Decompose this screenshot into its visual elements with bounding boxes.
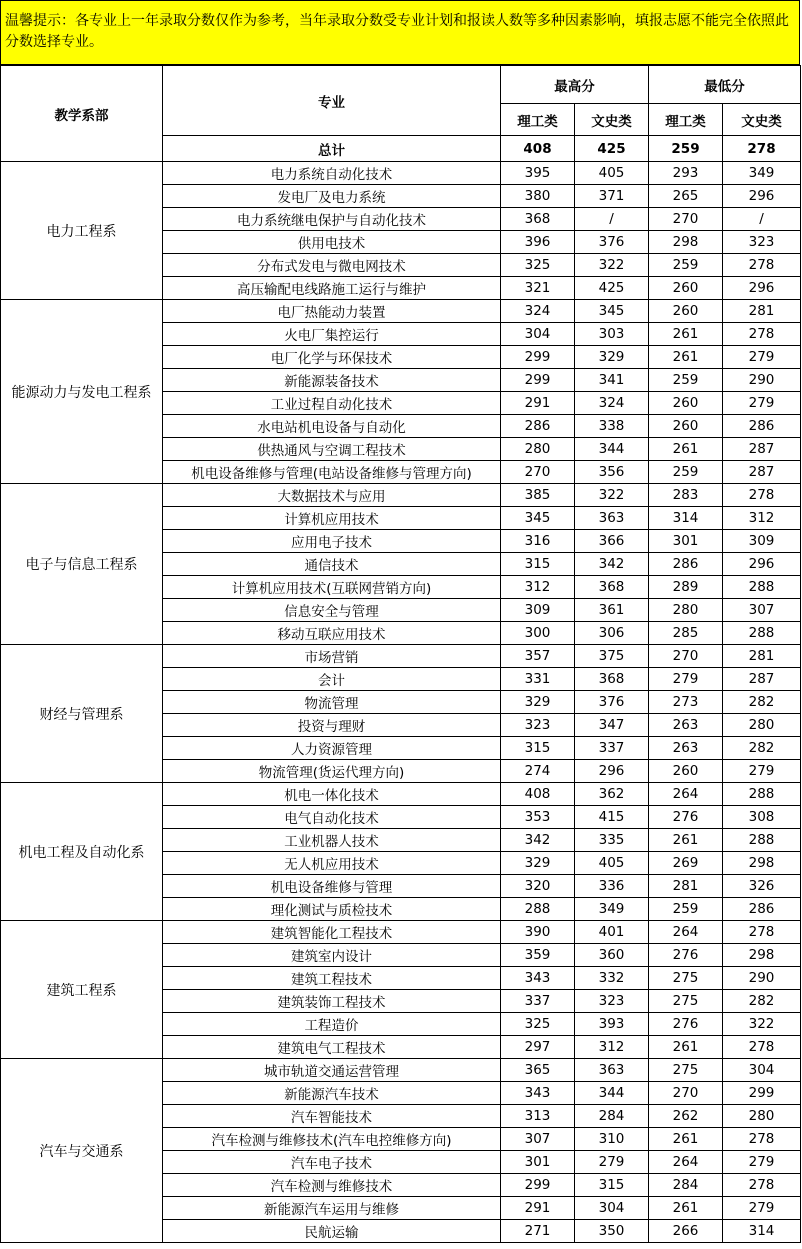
max-sci-score: 301 xyxy=(501,1151,575,1174)
min-arts-score: 307 xyxy=(723,599,801,622)
min-arts-score: 290 xyxy=(723,967,801,990)
major-name: 汽车检测与维修技术(汽车电控维修方向) xyxy=(163,1128,501,1151)
min-sci-score: 261 xyxy=(649,323,723,346)
min-sci-score: 298 xyxy=(649,231,723,254)
header-min: 最低分 xyxy=(649,66,801,104)
min-sci-score: 263 xyxy=(649,714,723,737)
max-sci-score: 343 xyxy=(501,967,575,990)
dept-name: 建筑工程系 xyxy=(1,921,163,1059)
min-sci-score: 275 xyxy=(649,1059,723,1082)
min-arts-score: 286 xyxy=(723,415,801,438)
min-arts-score: / xyxy=(723,208,801,231)
total-max-sci: 408 xyxy=(501,136,575,162)
max-arts-score: 350 xyxy=(575,1220,649,1243)
max-sci-score: 313 xyxy=(501,1105,575,1128)
major-name: 通信技术 xyxy=(163,553,501,576)
min-sci-score: 276 xyxy=(649,944,723,967)
max-sci-score: 390 xyxy=(501,921,575,944)
table-row xyxy=(1,783,801,806)
max-arts-score: 341 xyxy=(575,369,649,392)
major-name: 机电一体化技术 xyxy=(163,783,501,806)
max-arts-score: 342 xyxy=(575,553,649,576)
max-arts-score: 375 xyxy=(575,645,649,668)
major-name: 火电厂集控运行 xyxy=(163,323,501,346)
min-arts-score: 288 xyxy=(723,783,801,806)
min-sci-score: 264 xyxy=(649,921,723,944)
major-name: 人力资源管理 xyxy=(163,737,501,760)
dept-name: 电力工程系 xyxy=(1,162,163,300)
min-sci-score: 275 xyxy=(649,967,723,990)
max-arts-score: 279 xyxy=(575,1151,649,1174)
major-name: 机电设备维修与管理 xyxy=(163,875,501,898)
max-sci-score: 325 xyxy=(501,1013,575,1036)
min-arts-score: 279 xyxy=(723,346,801,369)
max-sci-score: 309 xyxy=(501,599,575,622)
table-row xyxy=(1,1059,801,1082)
max-sci-score: 342 xyxy=(501,829,575,852)
max-sci-score: 329 xyxy=(501,852,575,875)
max-sci-score: 329 xyxy=(501,691,575,714)
max-arts-score: 306 xyxy=(575,622,649,645)
max-sci-score: 280 xyxy=(501,438,575,461)
min-sci-score: 276 xyxy=(649,806,723,829)
major-name: 汽车电子技术 xyxy=(163,1151,501,1174)
min-sci-score: 261 xyxy=(649,438,723,461)
min-sci-score: 259 xyxy=(649,461,723,484)
min-sci-score: 280 xyxy=(649,599,723,622)
max-sci-score: 337 xyxy=(501,990,575,1013)
max-arts-score: 335 xyxy=(575,829,649,852)
min-arts-score: 278 xyxy=(723,921,801,944)
min-arts-score: 288 xyxy=(723,576,801,599)
max-sci-score: 380 xyxy=(501,185,575,208)
max-sci-score: 274 xyxy=(501,760,575,783)
min-arts-score: 280 xyxy=(723,1105,801,1128)
major-name: 建筑室内设计 xyxy=(163,944,501,967)
major-name: 移动互联应用技术 xyxy=(163,622,501,645)
table-row xyxy=(1,300,801,323)
major-name: 工业过程自动化技术 xyxy=(163,392,501,415)
total-label: 总计 xyxy=(163,136,501,162)
max-sci-score: 324 xyxy=(501,300,575,323)
max-arts-score: 324 xyxy=(575,392,649,415)
max-sci-score: 304 xyxy=(501,323,575,346)
min-arts-score: 296 xyxy=(723,277,801,300)
min-sci-score: 260 xyxy=(649,392,723,415)
min-sci-score: 265 xyxy=(649,185,723,208)
major-name: 电厂热能动力装置 xyxy=(163,300,501,323)
max-arts-score: 362 xyxy=(575,783,649,806)
min-arts-score: 287 xyxy=(723,438,801,461)
min-arts-score: 287 xyxy=(723,461,801,484)
max-arts-score: 393 xyxy=(575,1013,649,1036)
major-name: 水电站机电设备与自动化 xyxy=(163,415,501,438)
min-arts-score: 278 xyxy=(723,1174,801,1197)
max-arts-score: 376 xyxy=(575,231,649,254)
max-arts-score: 304 xyxy=(575,1197,649,1220)
major-name: 无人机应用技术 xyxy=(163,852,501,875)
max-arts-score: 347 xyxy=(575,714,649,737)
min-arts-score: 282 xyxy=(723,990,801,1013)
header-dept: 教学系部 xyxy=(1,66,163,162)
max-sci-score: 312 xyxy=(501,576,575,599)
max-sci-score: 320 xyxy=(501,875,575,898)
header-max-arts: 文史类 xyxy=(575,104,649,136)
table-body xyxy=(1,162,801,1243)
max-sci-score: 408 xyxy=(501,783,575,806)
major-name: 建筑电气工程技术 xyxy=(163,1036,501,1059)
major-name: 物流管理 xyxy=(163,691,501,714)
min-sci-score: 270 xyxy=(649,645,723,668)
max-sci-score: 357 xyxy=(501,645,575,668)
min-sci-score: 275 xyxy=(649,990,723,1013)
max-arts-score: 344 xyxy=(575,438,649,461)
max-sci-score: 359 xyxy=(501,944,575,967)
dept-name: 能源动力与发电工程系 xyxy=(1,300,163,484)
dept-name: 汽车与交通系 xyxy=(1,1059,163,1243)
min-arts-score: 279 xyxy=(723,1151,801,1174)
header-max-sci: 理工类 xyxy=(501,104,575,136)
min-sci-score: 261 xyxy=(649,829,723,852)
max-arts-score: 368 xyxy=(575,668,649,691)
min-arts-score: 296 xyxy=(723,553,801,576)
min-sci-score: 260 xyxy=(649,300,723,323)
max-arts-score: 425 xyxy=(575,277,649,300)
major-name: 分布式发电与微电网技术 xyxy=(163,254,501,277)
min-arts-score: 279 xyxy=(723,1197,801,1220)
min-arts-score: 279 xyxy=(723,760,801,783)
min-arts-score: 296 xyxy=(723,185,801,208)
min-arts-score: 287 xyxy=(723,668,801,691)
max-sci-score: 299 xyxy=(501,1174,575,1197)
min-arts-score: 279 xyxy=(723,392,801,415)
major-name: 机电设备维修与管理(电站设备维修与管理方向) xyxy=(163,461,501,484)
major-name: 发电厂及电力系统 xyxy=(163,185,501,208)
max-arts-score: 312 xyxy=(575,1036,649,1059)
major-name: 市场营销 xyxy=(163,645,501,668)
max-sci-score: 315 xyxy=(501,737,575,760)
header-min-arts: 文史类 xyxy=(723,104,801,136)
min-arts-score: 278 xyxy=(723,323,801,346)
max-sci-score: 315 xyxy=(501,553,575,576)
max-arts-score: 345 xyxy=(575,300,649,323)
major-name: 会计 xyxy=(163,668,501,691)
min-arts-score: 288 xyxy=(723,622,801,645)
min-arts-score: 309 xyxy=(723,530,801,553)
min-sci-score: 281 xyxy=(649,875,723,898)
major-name: 大数据技术与应用 xyxy=(163,484,501,507)
table-row xyxy=(1,645,801,668)
table-row xyxy=(1,921,801,944)
max-sci-score: 270 xyxy=(501,461,575,484)
min-sci-score: 285 xyxy=(649,622,723,645)
min-sci-score: 270 xyxy=(649,1082,723,1105)
min-sci-score: 259 xyxy=(649,254,723,277)
min-arts-score: 278 xyxy=(723,1036,801,1059)
min-sci-score: 259 xyxy=(649,369,723,392)
max-sci-score: 323 xyxy=(501,714,575,737)
major-name: 民航运输 xyxy=(163,1220,501,1243)
notice-banner: 温馨提示：各专业上一年录取分数仅作为参考，当年录取分数受专业计划和报读人数等多种因素影响，填报志愿不能完全依照此分数选择专业。 xyxy=(0,0,800,65)
min-sci-score: 261 xyxy=(649,1197,723,1220)
total-min-sci: 259 xyxy=(649,136,723,162)
min-sci-score: 314 xyxy=(649,507,723,530)
min-sci-score: 293 xyxy=(649,162,723,185)
max-arts-score: 363 xyxy=(575,1059,649,1082)
min-sci-score: 286 xyxy=(649,553,723,576)
min-arts-score: 298 xyxy=(723,944,801,967)
max-arts-score: 401 xyxy=(575,921,649,944)
min-sci-score: 259 xyxy=(649,898,723,921)
min-sci-score: 301 xyxy=(649,530,723,553)
max-sci-score: 325 xyxy=(501,254,575,277)
max-sci-score: 297 xyxy=(501,1036,575,1059)
max-arts-score: 323 xyxy=(575,990,649,1013)
max-arts-score: 349 xyxy=(575,898,649,921)
max-sci-score: 385 xyxy=(501,484,575,507)
major-name: 建筑智能化工程技术 xyxy=(163,921,501,944)
min-arts-score: 326 xyxy=(723,875,801,898)
max-sci-score: 299 xyxy=(501,346,575,369)
min-arts-score: 308 xyxy=(723,806,801,829)
max-arts-score: 315 xyxy=(575,1174,649,1197)
max-sci-score: 300 xyxy=(501,622,575,645)
min-sci-score: 261 xyxy=(649,1128,723,1151)
max-arts-score: 366 xyxy=(575,530,649,553)
min-arts-score: 281 xyxy=(723,300,801,323)
max-arts-score: / xyxy=(575,208,649,231)
min-arts-score: 280 xyxy=(723,714,801,737)
max-sci-score: 353 xyxy=(501,806,575,829)
max-arts-score: 337 xyxy=(575,737,649,760)
min-arts-score: 288 xyxy=(723,829,801,852)
max-arts-score: 376 xyxy=(575,691,649,714)
major-name: 新能源汽车技术 xyxy=(163,1082,501,1105)
major-name: 电厂化学与环保技术 xyxy=(163,346,501,369)
min-arts-score: 322 xyxy=(723,1013,801,1036)
major-name: 物流管理(货运代理方向) xyxy=(163,760,501,783)
min-sci-score: 260 xyxy=(649,277,723,300)
major-name: 电力系统自动化技术 xyxy=(163,162,501,185)
min-sci-score: 284 xyxy=(649,1174,723,1197)
max-arts-score: 284 xyxy=(575,1105,649,1128)
major-name: 工业机器人技术 xyxy=(163,829,501,852)
min-sci-score: 260 xyxy=(649,760,723,783)
min-sci-score: 264 xyxy=(649,1151,723,1174)
min-sci-score: 276 xyxy=(649,1013,723,1036)
min-sci-score: 273 xyxy=(649,691,723,714)
max-arts-score: 310 xyxy=(575,1128,649,1151)
max-sci-score: 345 xyxy=(501,507,575,530)
major-name: 汽车智能技术 xyxy=(163,1105,501,1128)
min-arts-score: 282 xyxy=(723,737,801,760)
min-arts-score: 278 xyxy=(723,1128,801,1151)
major-name: 新能源装备技术 xyxy=(163,369,501,392)
min-sci-score: 279 xyxy=(649,668,723,691)
max-sci-score: 286 xyxy=(501,415,575,438)
max-arts-score: 322 xyxy=(575,484,649,507)
header-max: 最高分 xyxy=(501,66,649,104)
max-sci-score: 396 xyxy=(501,231,575,254)
major-name: 供用电技术 xyxy=(163,231,501,254)
max-arts-score: 356 xyxy=(575,461,649,484)
max-arts-score: 405 xyxy=(575,162,649,185)
max-arts-score: 363 xyxy=(575,507,649,530)
min-arts-score: 314 xyxy=(723,1220,801,1243)
min-sci-score: 260 xyxy=(649,415,723,438)
max-arts-score: 344 xyxy=(575,1082,649,1105)
min-sci-score: 264 xyxy=(649,783,723,806)
major-name: 供热通风与空调工程技术 xyxy=(163,438,501,461)
major-name: 信息安全与管理 xyxy=(163,599,501,622)
dept-name: 电子与信息工程系 xyxy=(1,484,163,645)
max-arts-score: 329 xyxy=(575,346,649,369)
major-name: 新能源汽车运用与维修 xyxy=(163,1197,501,1220)
total-max-arts: 425 xyxy=(575,136,649,162)
major-name: 汽车检测与维修技术 xyxy=(163,1174,501,1197)
min-sci-score: 261 xyxy=(649,1036,723,1059)
min-sci-score: 283 xyxy=(649,484,723,507)
min-arts-score: 278 xyxy=(723,484,801,507)
header-min-sci: 理工类 xyxy=(649,104,723,136)
min-arts-score: 286 xyxy=(723,898,801,921)
min-arts-score: 323 xyxy=(723,231,801,254)
max-sci-score: 316 xyxy=(501,530,575,553)
min-arts-score: 282 xyxy=(723,691,801,714)
max-arts-score: 361 xyxy=(575,599,649,622)
major-name: 电气自动化技术 xyxy=(163,806,501,829)
major-name: 计算机应用技术(互联网营销方向) xyxy=(163,576,501,599)
min-arts-score: 299 xyxy=(723,1082,801,1105)
max-sci-score: 395 xyxy=(501,162,575,185)
max-sci-score: 291 xyxy=(501,1197,575,1220)
min-sci-score: 262 xyxy=(649,1105,723,1128)
min-sci-score: 266 xyxy=(649,1220,723,1243)
total-min-arts: 278 xyxy=(723,136,801,162)
max-arts-score: 336 xyxy=(575,875,649,898)
major-name: 投资与理财 xyxy=(163,714,501,737)
major-name: 计算机应用技术 xyxy=(163,507,501,530)
dept-name: 机电工程及自动化系 xyxy=(1,783,163,921)
min-sci-score: 289 xyxy=(649,576,723,599)
max-arts-score: 371 xyxy=(575,185,649,208)
min-sci-score: 263 xyxy=(649,737,723,760)
min-sci-score: 270 xyxy=(649,208,723,231)
max-sci-score: 299 xyxy=(501,369,575,392)
max-arts-score: 296 xyxy=(575,760,649,783)
max-sci-score: 291 xyxy=(501,392,575,415)
major-name: 理化测试与质检技术 xyxy=(163,898,501,921)
max-sci-score: 368 xyxy=(501,208,575,231)
major-name: 建筑工程技术 xyxy=(163,967,501,990)
min-arts-score: 312 xyxy=(723,507,801,530)
min-arts-score: 298 xyxy=(723,852,801,875)
min-arts-score: 349 xyxy=(723,162,801,185)
min-sci-score: 269 xyxy=(649,852,723,875)
max-arts-score: 322 xyxy=(575,254,649,277)
max-arts-score: 415 xyxy=(575,806,649,829)
max-sci-score: 288 xyxy=(501,898,575,921)
table-row xyxy=(1,162,801,185)
major-name: 工程造价 xyxy=(163,1013,501,1036)
max-arts-score: 338 xyxy=(575,415,649,438)
max-arts-score: 405 xyxy=(575,852,649,875)
dept-name: 财经与管理系 xyxy=(1,645,163,783)
min-arts-score: 290 xyxy=(723,369,801,392)
max-sci-score: 365 xyxy=(501,1059,575,1082)
min-arts-score: 281 xyxy=(723,645,801,668)
max-arts-score: 332 xyxy=(575,967,649,990)
major-name: 高压输配电线路施工运行与维护 xyxy=(163,277,501,300)
max-arts-score: 368 xyxy=(575,576,649,599)
max-sci-score: 271 xyxy=(501,1220,575,1243)
max-sci-score: 321 xyxy=(501,277,575,300)
max-sci-score: 343 xyxy=(501,1082,575,1105)
min-sci-score: 261 xyxy=(649,346,723,369)
major-name: 城市轨道交通运营管理 xyxy=(163,1059,501,1082)
major-name: 应用电子技术 xyxy=(163,530,501,553)
header-major: 专业 xyxy=(163,66,501,136)
min-arts-score: 278 xyxy=(723,254,801,277)
major-name: 建筑装饰工程技术 xyxy=(163,990,501,1013)
max-arts-score: 360 xyxy=(575,944,649,967)
max-sci-score: 331 xyxy=(501,668,575,691)
score-table xyxy=(0,65,801,1243)
major-name: 电力系统继电保护与自动化技术 xyxy=(163,208,501,231)
table-row xyxy=(1,484,801,507)
max-arts-score: 303 xyxy=(575,323,649,346)
max-sci-score: 307 xyxy=(501,1128,575,1151)
min-arts-score: 304 xyxy=(723,1059,801,1082)
